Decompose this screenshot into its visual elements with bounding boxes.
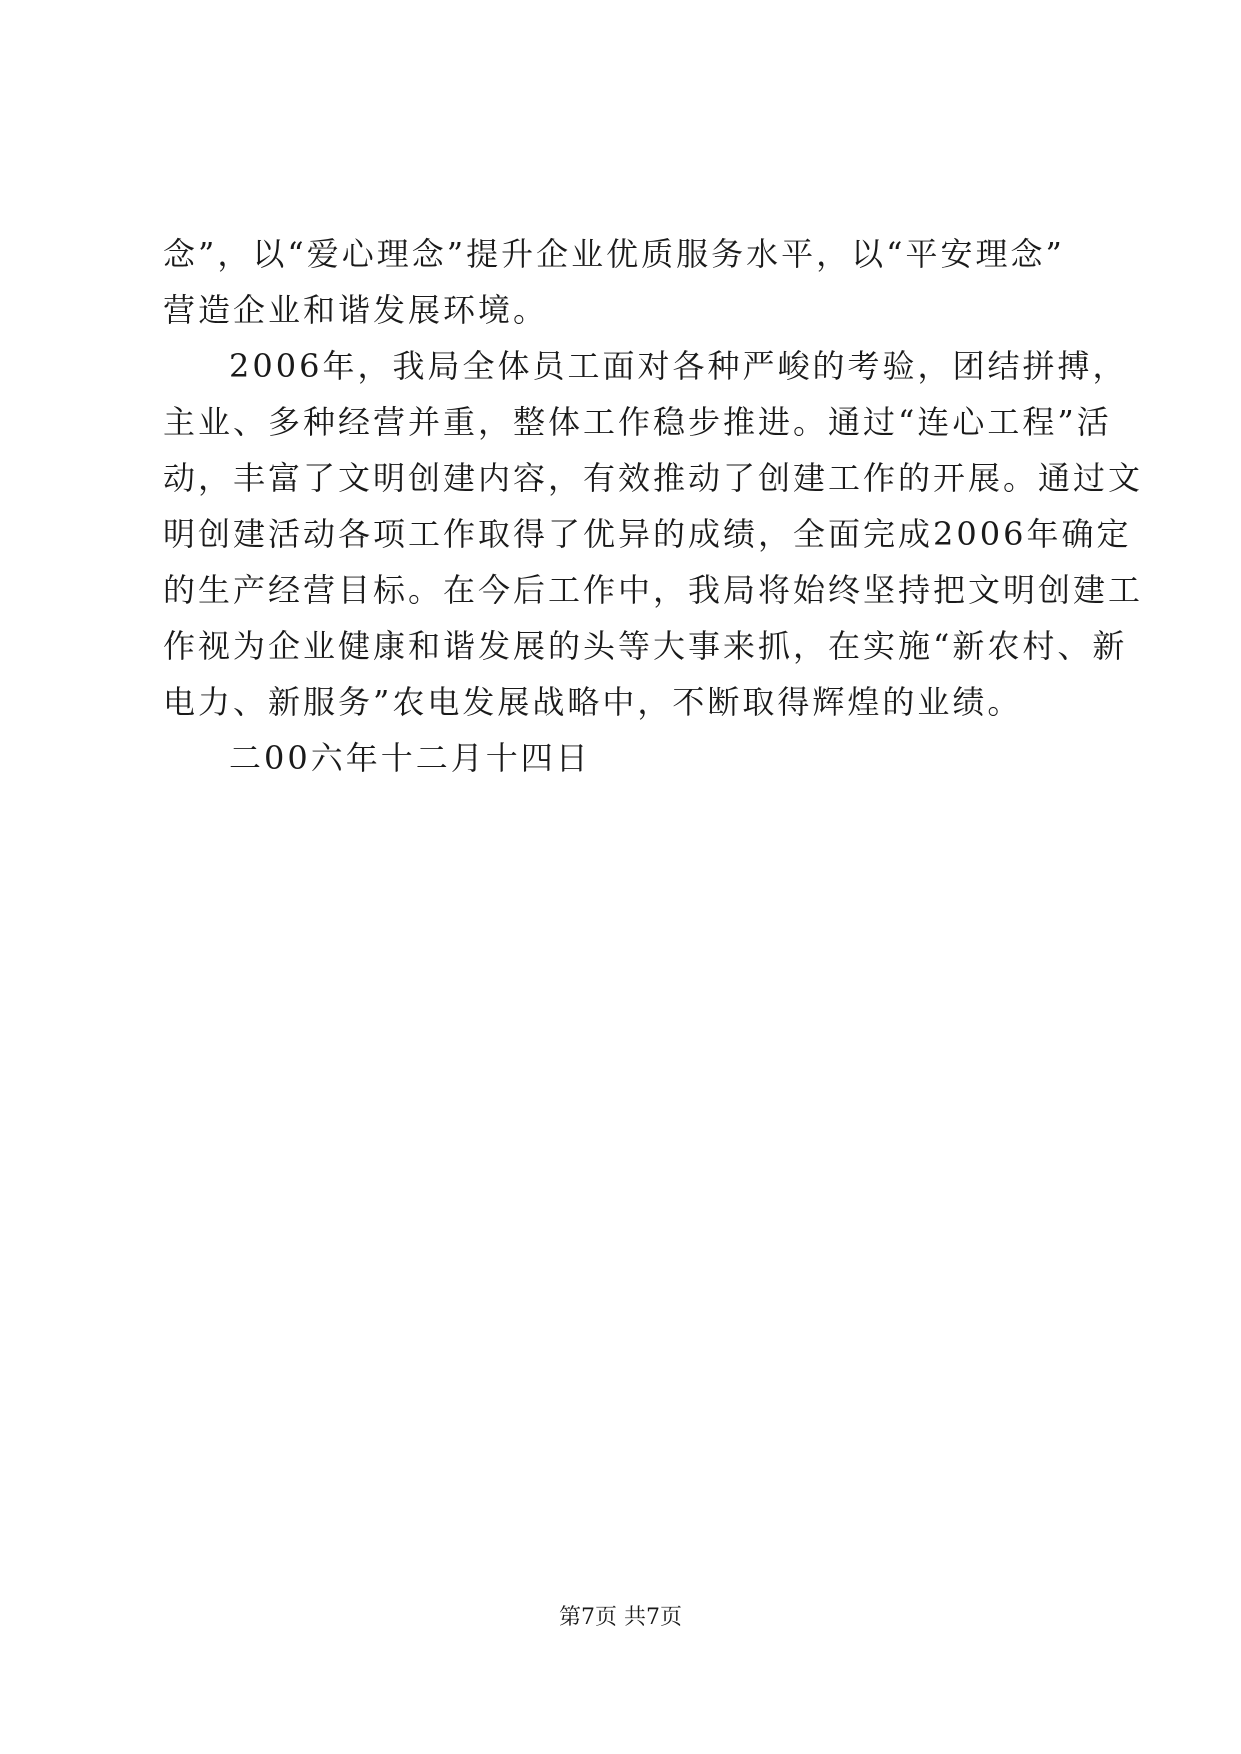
paragraph-line: 电力、新服务”农电发展战略中，不断取得辉煌的业绩。 [163, 683, 1023, 721]
document-body [163, 226, 1144, 786]
paragraph-line: 的生产经营目标。在今后工作中，我局将始终坚持把文明创建工 [163, 571, 1144, 609]
paragraph-line: 明创建活动各项工作取得了优异的成绩，全面完成2006年确定 [163, 515, 1132, 553]
paragraph-line: 动，丰富了文明创建内容，有效推动了创建工作的开展。通过文 [163, 459, 1144, 497]
paragraph-line: 念”，以“爱心理念”提升企业优质服务水平，以“平安理念” [163, 235, 1065, 273]
paragraph-line: 主业、多种经营并重，整体工作稳步推进。通过“连心工程”活 [163, 403, 1112, 441]
paragraph-line: 作视为企业健康和谐发展的头等大事来抓，在实施“新农村、新 [163, 627, 1128, 665]
date-line: 二00六年十二月十四日 [229, 739, 591, 777]
paragraph-line: 2006年，我局全体员工面对各种严峻的考验，团结拼搏， [229, 347, 1128, 385]
page-number-footer: 第7页 共7页 [559, 1605, 682, 1630]
paragraph-line: 营造企业和谐发展环境。 [163, 291, 549, 329]
